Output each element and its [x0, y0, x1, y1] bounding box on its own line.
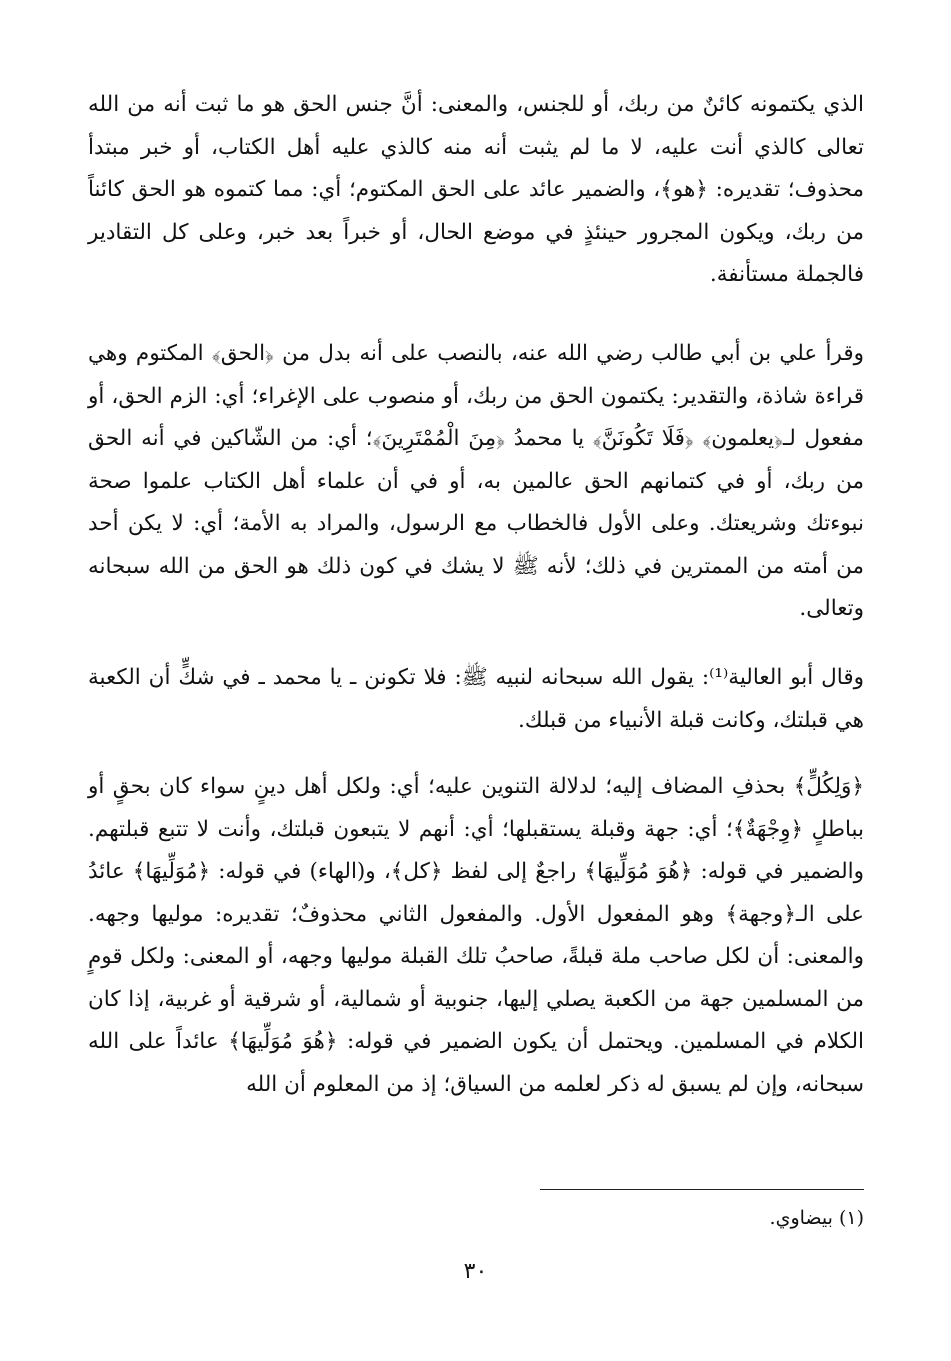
body-paragraph: ﴿وَلِكُلٍّ﴾ بحذفِ المضاف إليه؛ لدلالة التنوين عليه؛ أي: ولكل أهل دينٍ سواء كان بحقٍ أو بباطلٍ ﴿وِجْهَةٌ﴾؛ أي: جهة وقبلة يستقبلها؛ أي: أنهم لا يتبعون قبلتك، وأنت لا تتبع قبلتهم. والضمير في قوله: ﴿هُوَ مُوَلِّيهَا﴾ راجعٌ إلى لفظ ﴿كل﴾، و(الهاء) في قوله: ﴿مُوَلِّيهَا﴾ عائدُ على الـ﴿وجهة﴾ وهو المفعول الأول. والمفعول الثاني محذوفٌ؛ تقديره: موليها وجهه. والمعنى: أن لكل صاحب ملة قبلةً، صاحبُ تلك القبلة موليها وجهه، أو المعنى: ولكل قومٍ من المسلمين جهة من الكعبة يصلي إليها، جنوبية أو شمالية، أو شرقية أو غربية، إذا كان الكلام في المسلمين. ويحتمل أن يكون الضمير في قوله: ﴿هُوَ مُوَلِّيهَا﴾ عائداً على الله سبحانه، وإن لم يسبق له ذكر لعلمه من السياق؛ إذ من المعلوم أن الله	[88, 774, 864, 1097]
body-paragraph: الذي يكتمونه كائنٌ من ربك، أو للجنس، والمعنى: أنَّ جنس الحق هو ما ثبت أنه من الله تعالى كالذي أنت عليه، لا ما لم يثبت أنه منه كالذي عليه أهل الكتاب، أو خبر مبتدأ محذوف؛ تقديره: ﴿هو﴾، والضمير عائد على الحق المكتوم؛ أي: مما كتموه هو الحق كائناً من ربك، ويكون المجرور حينئذٍ في موضع الحال، أو خبراً بعد خبر، وعلى كل التقادير فالجملة مستأنفة.	[88, 92, 864, 287]
footnote-divider	[540, 1189, 864, 1190]
footnote: (١) بيضاوي.	[769, 1207, 864, 1229]
page-number: ٣٠	[463, 1259, 488, 1284]
body-paragraph: وقال أبو العالية⁽¹⁾: يقول الله سبحانه لنبيه ﷺ: فلا تكونن ـ يا محمد ـ في شكٍّ أن الكعبة هي قبلتك، وكانت قبلة الأنبياء من قبلك.	[88, 665, 864, 733]
body-paragraph: وقرأ علي بن أبي طالب رضي الله عنه، بالنصب على أنه بدل من ﴿الحق﴾ المكتوم وهي قراءة شاذة، والتقدير: يكتمون الحق من ربك، أو منصوب على الإغراء؛ أي: الزم الحق، أو مفعول لـ﴿يعلمون﴾ ﴿فَلَا تَكُونَنَّ﴾ يا محمدُ ﴿مِنَ الْمُمْتَرِينَ﴾؛ أي: من الشّاكين في أنه الحق من ربك، أو في كتمانهم الحق عالمين به، أو في أن علماء أهل الكتاب علموا صحة نبوءتك وشريعتك. وعلى الأول فالخطاب مع الرسول، والمراد به الأمة؛ أي: لا يكن أحد من أمته من الممترين في ذلك؛ لأنه ﷺ لا يشك في كون ذلك هو الحق من الله سبحانه وتعالى.	[88, 341, 864, 621]
